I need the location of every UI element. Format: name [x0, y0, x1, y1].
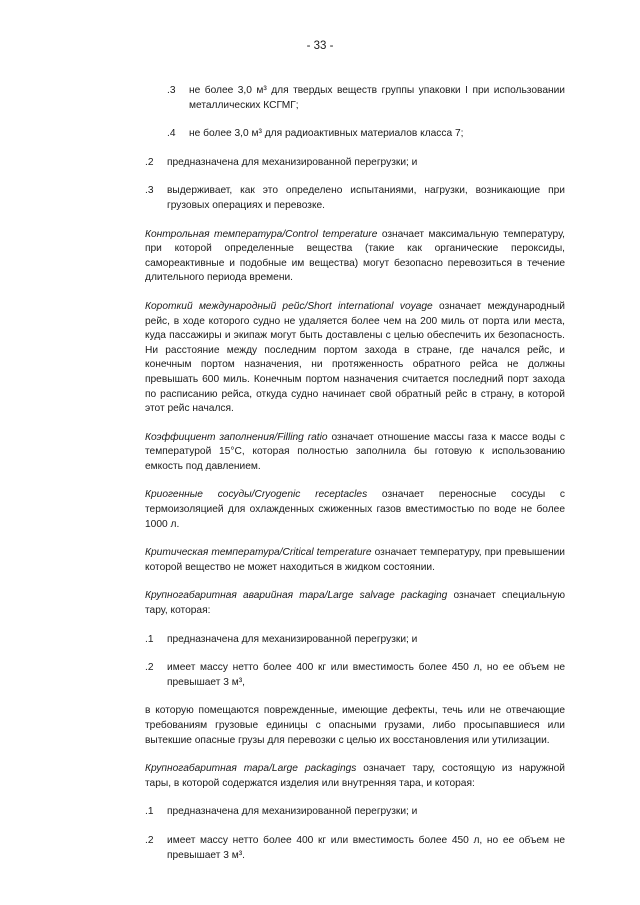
- definition-text: означает переносные сосуды с термоизоляцией для охлажденных сжиженных газов вместимостью по воде не более 1000 л.: [145, 489, 565, 530]
- item-number: .4: [167, 128, 176, 140]
- salvage-description: в которую помещаются поврежденные, имеющие дефекты, течь или не отвечающие требованиям грузовые единицы с опасными грузами, либо просыпавшиеся или вытекшие опасные грузы для перевозки с целью их восстановления или утилизации.: [145, 705, 565, 746]
- term: Крупногабаритная аварийная тара/Large salvage packaging: [145, 590, 448, 602]
- definition-text: означает отношение массы газа к массе воды с температурой 15°C, которая полностью заполнила бы готовую к использованию емкость под давлением.: [145, 431, 565, 472]
- item-text: предназначена для механизированной перегрузки; и: [167, 633, 418, 645]
- term: Криогенные сосуды/Cryogenic receptacles: [145, 489, 368, 501]
- item-number: .1: [145, 633, 154, 645]
- page-number: - 33 -: [306, 40, 334, 52]
- definition-critical-temperature: [145, 546, 565, 575]
- item-number: .2: [145, 156, 154, 168]
- definition-text: означает международный рейс, в ходе которого судно не удаляется более чем на 200 миль от порта или места, куда пассажиры и экипаж могут быть доставлены с целью обеспечить их безопасность. Ни расстояние между последним портом захода в стране, где начался рейс, и конечным портом назначения, ни протяженность обратного рейса не должны превышать 600 миль. Конечным портом назначения считается последний порт захода по расписанию рейса, откуда судно начинает свой обратный рейс в страну, в которой этот рейс начался.: [145, 300, 565, 415]
- item-text: предназначена для механизированной перегрузки; и: [167, 156, 418, 168]
- item-number: .2: [145, 662, 154, 674]
- definition-large-packagings: [145, 762, 565, 791]
- item-text: имеет массу нетто более 400 кг или вместимость более 450 л, но ее объем не превышает 3 м³.: [167, 834, 565, 861]
- definition-text: означает температуру, при превышении которой вещество не может находиться в жидком состоянии.: [145, 547, 566, 573]
- definition-cryogenic: [145, 488, 565, 532]
- item-number: .3: [167, 85, 176, 96]
- item-text: выдерживает, как это определено испытаниями, нагрузки, возникающие при грузовых операциях и перевозке.: [167, 185, 565, 211]
- list-item: [167, 84, 565, 113]
- term: Короткий международный рейс/Short international voyage: [145, 300, 433, 312]
- list-item: [145, 834, 565, 863]
- item-number: .3: [145, 185, 154, 197]
- term: Коэффициент заполнения/Filling ratio: [145, 431, 328, 443]
- term: Контрольная температура/Control temperature: [145, 228, 378, 240]
- term: Крупногабаритная тара/Large packagings: [145, 763, 357, 775]
- definition-filling-ratio: [145, 431, 565, 475]
- item-text: предназначена для механизированной перегрузки; и: [167, 806, 418, 818]
- list-item: [145, 156, 565, 171]
- item-text: имеет массу нетто более 400 кг или вместимость более 450 л, но ее объем не превышает 3 м³,: [167, 662, 565, 688]
- document-body: [145, 84, 565, 877]
- list-item: [145, 184, 565, 213]
- list-item: [145, 633, 565, 648]
- definition-text: означает специальную тару, которая:: [145, 590, 565, 617]
- definition-short-voyage: [145, 300, 565, 417]
- definition-control-temperature: [145, 228, 565, 286]
- list-item: [145, 661, 565, 690]
- definition-large-salvage: [145, 589, 565, 618]
- item-text: не более 3,0 м³ для твердых веществ группы упаковки I при использовании металлических КСГМГ;: [189, 85, 565, 111]
- item-number: .1: [145, 806, 154, 818]
- item-number: .2: [145, 834, 154, 846]
- list-item: [167, 127, 565, 142]
- item-text: не более 3,0 м³ для радиоактивных материалов класса 7;: [189, 128, 464, 140]
- definition-text: означает максимальную температуру, при которой определенные вещества (такие как органические пероксиды, самореактивные и подобные им вещества) могут безопасно перевозиться в течение длительного периода времени.: [145, 228, 565, 284]
- list-item: [145, 805, 565, 820]
- definition-text: означает тару, состоящую из наружной тары, в которой содержатся изделия или внутренняя тара, и которая:: [145, 763, 565, 789]
- term: Критическая температура/Critical temperature: [145, 547, 372, 559]
